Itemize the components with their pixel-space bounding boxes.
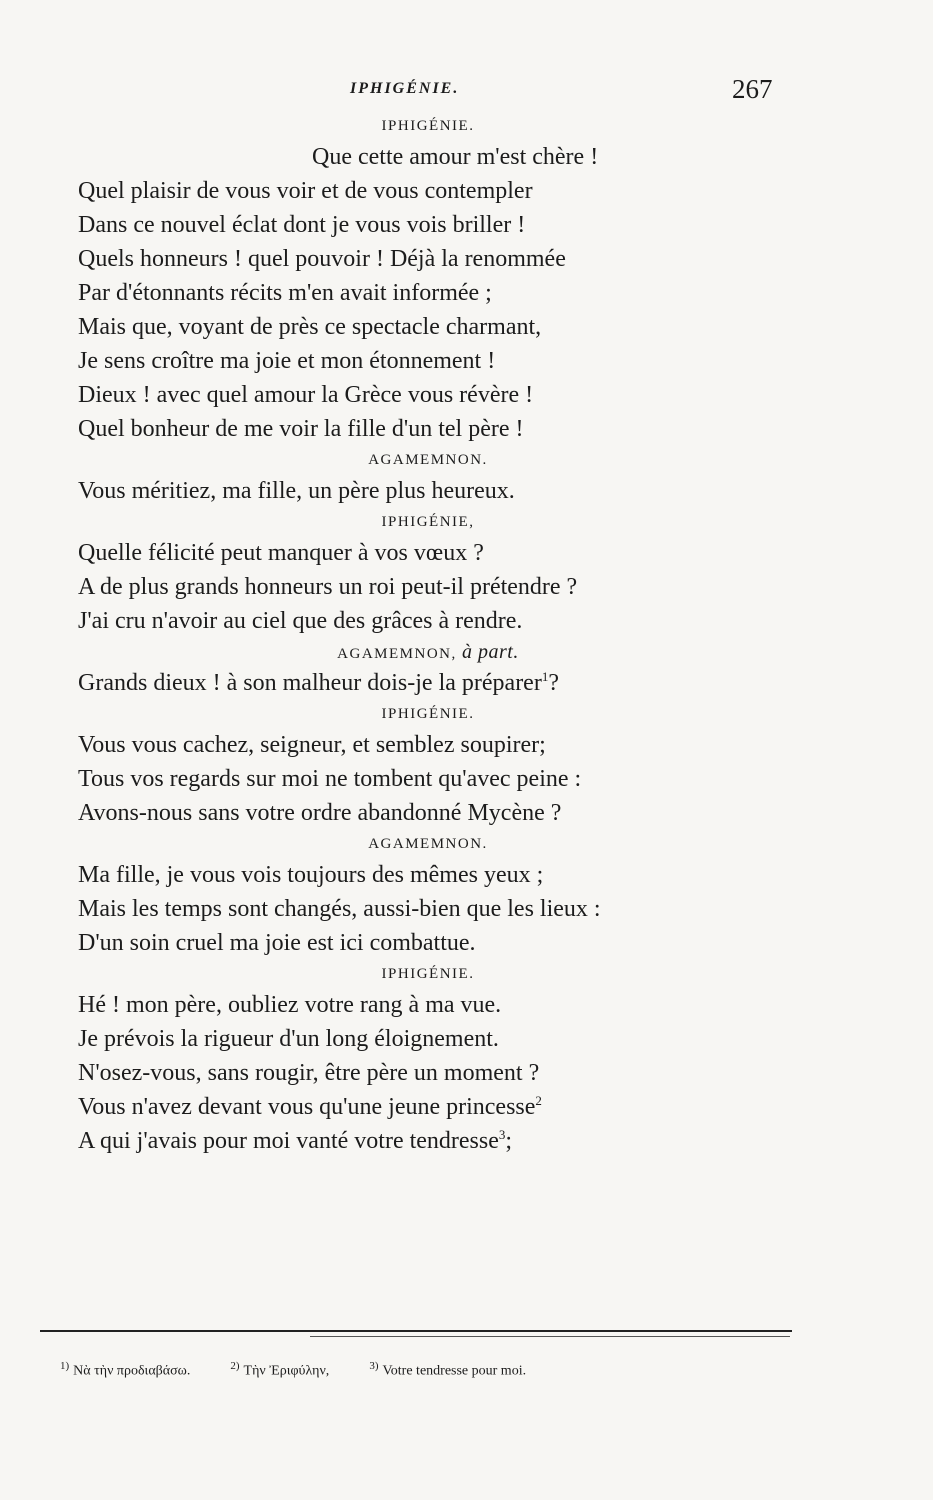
speaker-name [78, 830, 778, 858]
verse-line [78, 666, 778, 700]
footnote-marker: 2 [535, 1093, 542, 1108]
speaker-name [78, 508, 778, 536]
verse-text: A qui j'avais pour moi vanté votre tendresse [78, 1128, 499, 1154]
verse-line [78, 310, 778, 344]
verse-text: Tous vos regards sur moi ne tombent qu'avec peine : [78, 766, 582, 792]
verse-line [78, 762, 778, 796]
speaker-name [78, 960, 778, 988]
verse-line [78, 604, 778, 638]
verse-line [78, 242, 778, 276]
verse-text: Hé ! mon père, oubliez votre rang à ma vue. [78, 992, 502, 1018]
verse-text: Quel bonheur de me voir la fille d'un tel père ! [78, 416, 524, 442]
speaker-label: AGAMEMNON. [368, 836, 488, 852]
verse-text: N'osez-vous, sans rougir, être père un moment ? [78, 1060, 540, 1086]
verse-text: Que cette amour m'est chère ! [312, 144, 599, 170]
verse-text: Dans ce nouvel éclat dont je vous vois briller ! [78, 212, 526, 238]
verse-line [78, 140, 778, 174]
verse-line [78, 1022, 778, 1056]
verse-text: Mais les temps sont changés, aussi-bien que les lieux : [78, 896, 601, 922]
verse-line [78, 796, 778, 830]
speaker-label: IPHIGÉNIE, [381, 514, 475, 530]
verse-text: Vous méritiez, ma fille, un père plus heureux. [78, 478, 515, 504]
running-title: IPHIGÉNIE. [350, 80, 460, 97]
verse-line [78, 344, 778, 378]
footnote-mark: 3) [369, 1360, 379, 1372]
footnote-rule [40, 1330, 792, 1332]
verse-line [78, 208, 778, 242]
footnote-text: Votre tendresse pour moi. [382, 1363, 527, 1379]
verse-line [78, 174, 778, 208]
verse-line [78, 412, 778, 446]
verse-line [78, 536, 778, 570]
verse-text: Grands dieux ! à son malheur dois-je la préparer [78, 670, 542, 696]
footnote [230, 1360, 329, 1380]
play-text [78, 112, 778, 1158]
footnote-marker: 3 [498, 1127, 506, 1142]
verse-text: Je prévois la rigueur d'un long éloignement. [78, 1026, 499, 1052]
verse-line [78, 728, 778, 762]
speaker-name [78, 700, 778, 728]
speaker-label: AGAMEMNON, [337, 646, 457, 662]
speaker-label: AGAMEMNON. [368, 452, 488, 468]
verse-text: Dieux ! avec quel amour la Grèce vous révère ! [78, 382, 534, 408]
verse-line [78, 988, 778, 1022]
verse-text: Avons-nous sans votre ordre abandonné Mycène ? [78, 800, 562, 826]
verse-text: Mais que, voyant de près ce spectacle charmant, [78, 314, 542, 340]
verse-line [78, 474, 778, 508]
verse-text: D'un soin cruel ma joie est ici combattue. [78, 930, 476, 956]
verse-line [78, 1090, 778, 1124]
speaker-label: IPHIGÉNIE. [381, 118, 475, 134]
footnote-rule-secondary [310, 1336, 790, 1337]
footnote-text: Νὰ τὴν προδιαβάσω. [73, 1363, 191, 1379]
footnote [60, 1360, 190, 1380]
verse-text: Par d'étonnants récits m'en avait informée ; [78, 280, 492, 306]
verse-text: Quelle félicité peut manquer à vos vœux ? [78, 540, 484, 566]
running-head [0, 74, 933, 108]
verse-line [78, 926, 778, 960]
verse-text: J'ai cru n'avoir au ciel que des grâces à rendre. [78, 608, 523, 634]
stage-direction: à part. [462, 641, 519, 663]
verse-text: A de plus grands honneurs un roi peut-il prétendre ? [78, 574, 578, 600]
speaker-label: IPHIGÉNIE. [381, 966, 475, 982]
verse-line [78, 570, 778, 604]
speaker-name [78, 446, 778, 474]
speaker-label: IPHIGÉNIE. [381, 706, 475, 722]
footnote [369, 1360, 526, 1380]
page-number: 267 [732, 74, 773, 104]
footnote-marker: 1 [541, 669, 549, 684]
speaker-name [78, 638, 778, 666]
verse-text: Je sens croître ma joie et mon étonnement ! [78, 348, 496, 374]
footnotes [60, 1360, 780, 1380]
footnote-mark: 1) [60, 1360, 70, 1372]
verse-line [78, 1124, 778, 1158]
verse-line [78, 892, 778, 926]
verse-line [78, 1056, 778, 1090]
verse-punctuation: ? [548, 670, 559, 696]
footnote-text: Τὴν Ἐριφύλην, [243, 1363, 330, 1379]
verse-punctuation: ; [505, 1128, 513, 1154]
speaker-name [78, 112, 778, 140]
verse-text: Vous n'avez devant vous qu'une jeune princesse [78, 1094, 536, 1120]
verse-text: Vous vous cachez, seigneur, et semblez soupirer; [78, 732, 546, 758]
footnote-mark: 2) [230, 1360, 240, 1372]
verse-line [78, 378, 778, 412]
verse-text: Ma fille, je vous vois toujours des mêmes yeux ; [78, 862, 544, 888]
verse-line [78, 276, 778, 310]
verse-line [78, 858, 778, 892]
verse-text: Quel plaisir de vous voir et de vous contempler [78, 178, 533, 204]
verse-text: Quels honneurs ! quel pouvoir ! Déjà la renommée [78, 246, 566, 272]
